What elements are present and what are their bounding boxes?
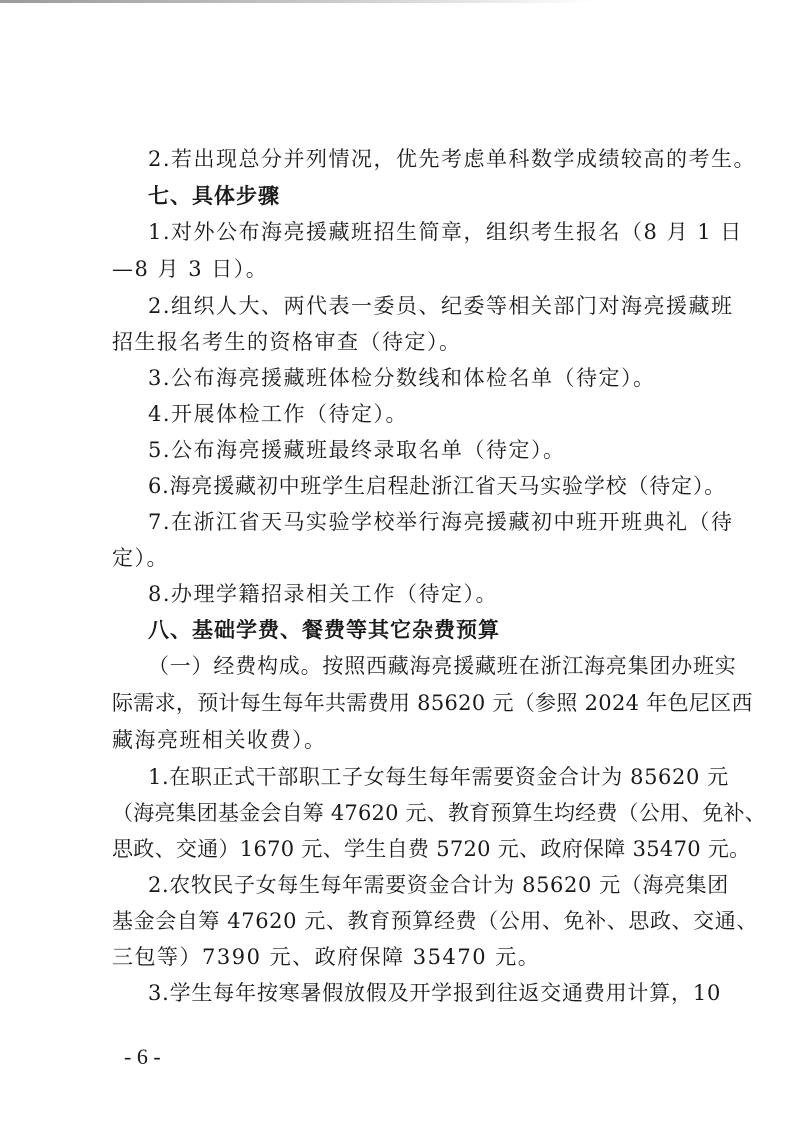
paragraph-line: 基金会自筹 47620 元、教育预算经费（公用、免补、思政、交通、 — [112, 909, 758, 933]
paragraph-line: 3.公布海亮援藏班体检分数线和体检名单（待定）。 — [148, 366, 656, 390]
paragraph-line: 6.海亮援藏初中班学生启程赴浙江省天马实验学校（待定）。 — [148, 474, 726, 498]
page-number: - 6 - — [124, 1044, 161, 1069]
paragraph-line: 4.开展体检工作（待定）。 — [148, 402, 409, 426]
paragraph-line: 5.公布海亮援藏班最终录取名单（待定）。 — [148, 438, 566, 462]
paragraph-line: 三包等）7390 元、政府保障 35470 元。 — [112, 945, 541, 969]
paragraph-line: 藏海亮班相关收费）。 — [112, 728, 327, 752]
paragraph-line: 8.办理学籍招录相关工作（待定）。 — [148, 582, 499, 606]
paragraph-line: 2.若出现总分并列情况，优先考虑单科数学成绩较高的考生。 — [148, 147, 757, 171]
paragraph-line: 定）。 — [112, 546, 169, 570]
paragraph-line: 7.在浙江省天马实验学校举行海亮援藏初中班开班典礼（待 — [148, 510, 734, 534]
paragraph-line: 际需求，预计每生每年共需费用 85620 元（参照 2024 年色尼区西 — [112, 691, 753, 715]
section-heading: 七、具体步骤 — [148, 184, 280, 208]
paragraph-line: —8 月 3 日）。 — [112, 257, 269, 281]
section-heading: 八、基础学费、餐费等其它杂费预算 — [148, 618, 500, 642]
paragraph-line: 1.对外公布海亮援藏班招生简章，组织考生报名（8 月 1 日 — [148, 220, 743, 244]
paragraph-line: 2.组织人大、两代表一委员、纪委等相关部门对海亮援藏班 — [148, 294, 734, 318]
paragraph-line: 1.在职正式干部职工子女每生每年需要资金合计为 85620 元 — [148, 765, 729, 789]
paragraph-line: 3.学生每年按寒暑假放假及开学报到往返交通费用计算，10 — [148, 981, 722, 1005]
paragraph-line: 招生报名考生的资格审查（待定）。 — [112, 330, 462, 354]
paragraph-line: （海亮集团基金会自筹 47620 元、教育预算生均经费（公用、免补、 — [112, 801, 766, 825]
paragraph-line: （一）经费构成。按照西藏海亮援藏班在浙江海亮集团办班实 — [148, 654, 737, 678]
paragraph-line: 2.农牧民子女每生每年需要资金合计为 85620 元（海亮集团 — [148, 873, 729, 897]
scan-edge — [0, 0, 793, 3]
paragraph-line: 思政、交通）1670 元、学生自费 5720 元、政府保障 35470 元。 — [112, 837, 751, 861]
